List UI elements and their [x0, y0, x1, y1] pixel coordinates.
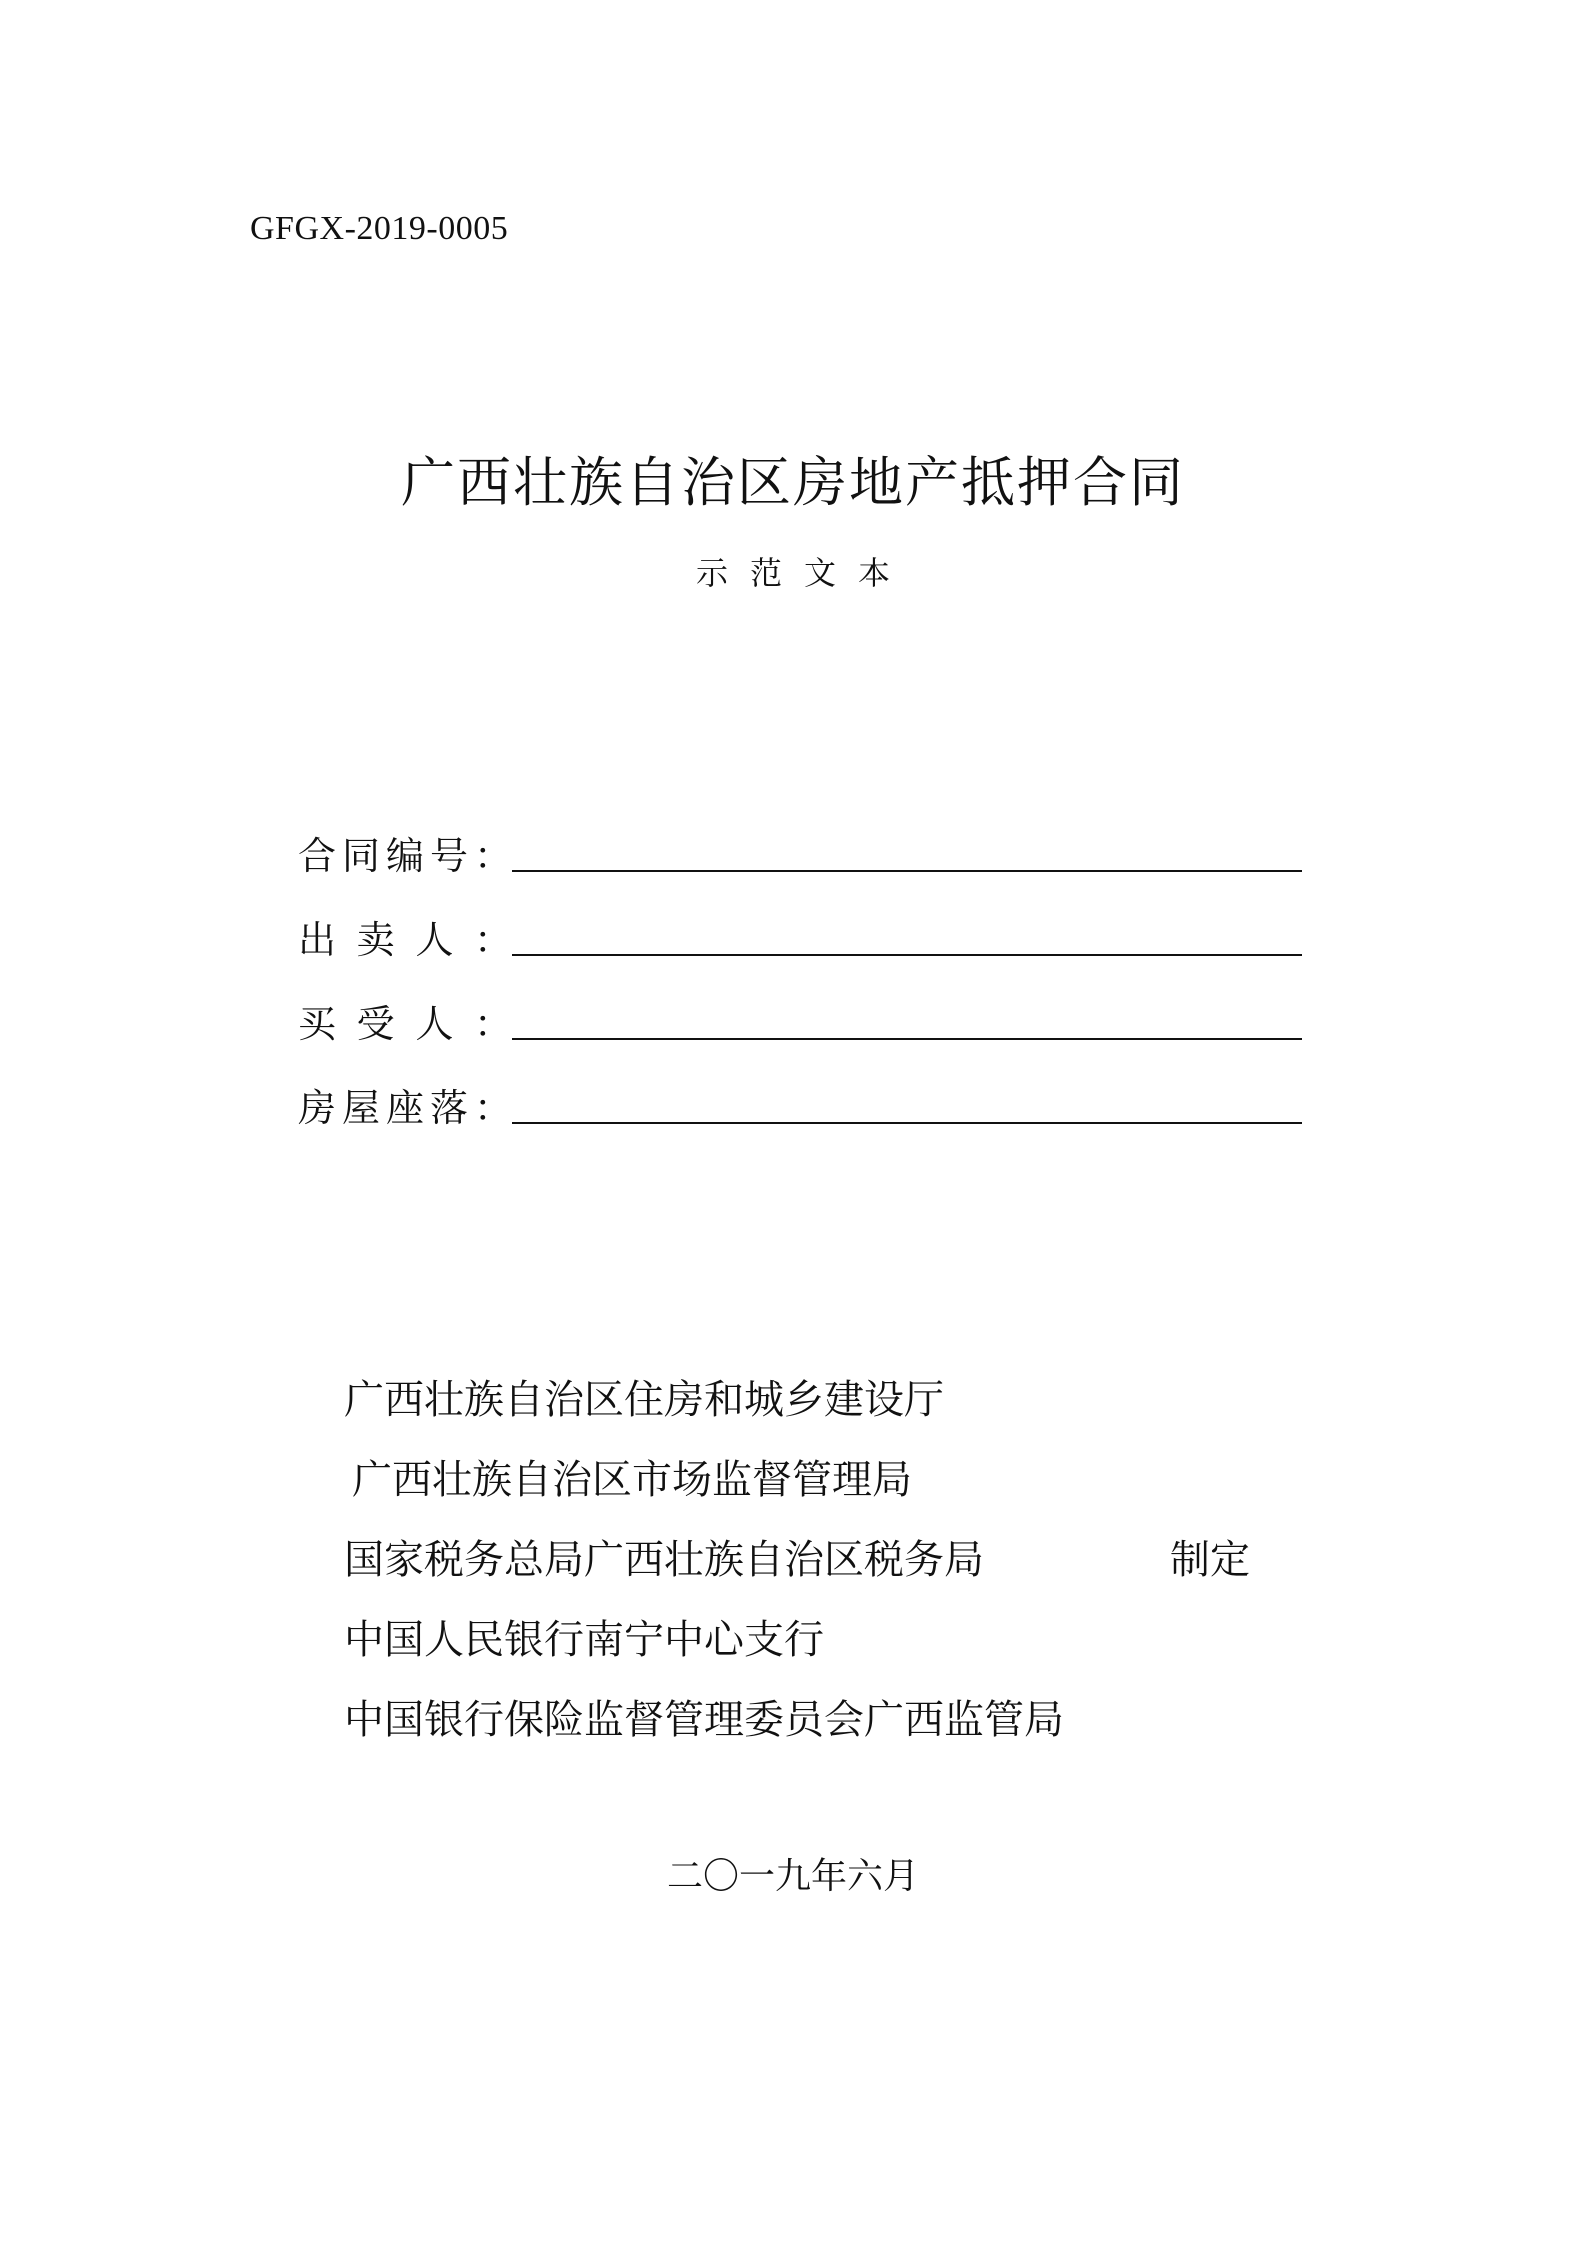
label-char: 买: [298, 1002, 337, 1046]
field-buyer: [298, 964, 1302, 1048]
field-blank-line[interactable]: [512, 834, 1302, 872]
issuer-market-regulation: 广西壮族自治区市场监督管理局: [352, 1457, 912, 1503]
field-label: [298, 1077, 512, 1132]
label-colon: ：: [473, 834, 512, 878]
issuer-pboc-nanning: 中国人民银行南宁中心支行: [344, 1617, 824, 1663]
label-char: 屋: [341, 1086, 380, 1130]
contract-fields: [298, 796, 1302, 1132]
field-blank-line[interactable]: [512, 1002, 1302, 1040]
label-char: 出: [298, 918, 337, 962]
label-char: 合: [298, 834, 337, 878]
label-char: 卖: [356, 918, 395, 962]
label-colon: ：: [473, 1002, 512, 1046]
issue-date: 二〇一九年六月: [666, 1856, 919, 1897]
issuer-tax-bureau: 国家税务总局广西壮族自治区税务局: [344, 1537, 984, 1583]
issuer-cbirc-guangxi: 中国银行保险监督管理委员会广西监管局: [344, 1697, 1064, 1743]
label-char: 落: [429, 1086, 468, 1130]
field-label: [298, 909, 512, 964]
field-seller: [298, 880, 1302, 964]
issuer-housing-department: 广西壮族自治区住房和城乡建设厅: [344, 1377, 944, 1423]
document-title: 广西壮族自治区房地产抵押合同: [401, 451, 1185, 514]
label-char: 人: [415, 1002, 454, 1046]
label-char: 座: [385, 1086, 424, 1130]
label-char: 受: [356, 1002, 395, 1046]
label-colon: ：: [473, 918, 512, 962]
field-label: [298, 825, 512, 880]
issuing-authorities: [344, 1360, 1064, 1760]
label-char: 人: [415, 918, 454, 962]
document-subtitle: 示范文本: [695, 554, 912, 592]
label-char: 编: [385, 834, 424, 878]
document-code: GFGX-2019-0005: [250, 210, 509, 247]
field-property-location: [298, 1048, 1302, 1132]
label-char: 房: [298, 1086, 337, 1130]
field-contract-number: [298, 796, 1302, 880]
field-label: [298, 993, 512, 1048]
field-blank-line[interactable]: [512, 918, 1302, 956]
field-blank-line[interactable]: [512, 1086, 1302, 1124]
made-label: 制定: [1170, 1537, 1250, 1583]
label-char: 同: [341, 834, 380, 878]
label-char: 号: [429, 834, 468, 878]
label-colon: ：: [473, 1086, 512, 1130]
